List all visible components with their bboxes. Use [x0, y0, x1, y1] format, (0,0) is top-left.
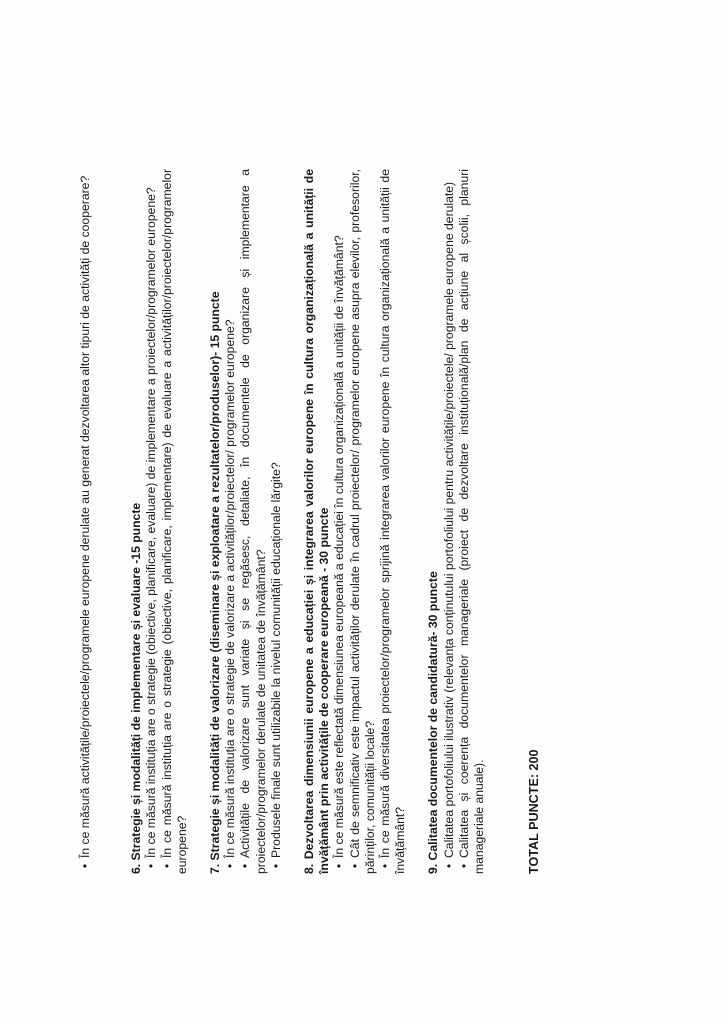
section-8-bullet-1: •În ce măsură este reflectată dimensiunea europeană a educației în cultura organizațională a unității de învățământ? — [332, 169, 347, 874]
bullet-icon: • — [159, 863, 174, 869]
bullet-icon: • — [223, 863, 238, 869]
section-6-bullet-2: •În ce măsură instituția are o strategie (obiective, planificare, implementare) de evaluare a activităților/proiectelor/programelor europene? — [159, 169, 189, 874]
bullet-icon: • — [378, 863, 393, 869]
bullet-icon: • — [238, 863, 253, 869]
section-6-heading: 6. Strategie și modalități de implementare și evaluare -15 puncte — [129, 502, 144, 874]
bullet-icon: • — [347, 863, 362, 869]
bullet-icon: • — [268, 863, 283, 869]
bullet-icon: • — [456, 863, 471, 869]
section-7-heading: 7. Strategie și modalități de valorizare (diseminare și exploatare a rezultatelor/produselor)- 15 puncte — [208, 291, 223, 874]
section-8-bullet-2: •Cât de semnificativ este impactul activităților derulate în cadrul proiectelor/ programelor europene asupra elevilor, profesorilor, părinților, comunității locale? — [347, 169, 377, 874]
total-points: TOTAL PUNCTE: 200 — [527, 749, 542, 874]
section-7-bullet-3: •Produsele finale sunt utilizabile la nivelul comunității educaționale lărgite? — [269, 169, 284, 874]
section-7-bullet-2: •Activitățile de valorizare sunt variate și se regăsesc, detaliate, în documentele de organizare și implementare a proiectelor/programelor derulate de unitatea de învățământ? — [238, 169, 268, 874]
section-9-heading: 9. Calitatea documentelor de candidatură- 30 puncte — [426, 571, 441, 874]
document-body — [78, 169, 555, 874]
section-9-bullet-2: •Calitatea și coerența documentelor manageriale (proiect de dezvoltare instituțională/plan de acțiune al școlii, planuri manageriale anuale). — [456, 169, 487, 874]
bullet-icon: • — [441, 863, 456, 869]
intro-bullet-text: În ce măsură activitățile/proiectele/programele europene derulate au generat dezvoltarea altor tipuri de activități de cooperare? — [78, 175, 92, 858]
bullet-icon: • — [144, 863, 159, 869]
section-9-bullet-1: •Calitatea portofoliului ilustrativ (relevanța conținutului portofoliului pentru activitățile/proiectele/ programele europene derulate) — [442, 169, 457, 874]
bullet-icon: • — [332, 863, 347, 869]
section-6-bullet-1: •În ce măsură instituția are o strategie (obiective, planificare, evaluare) de implementare a proiectelor/programelor europene? — [144, 169, 159, 874]
intro-bullet — [78, 169, 93, 874]
section-7-bullet-1: •În ce măsură instituția are o strategie de valorizare a activităților/proiectelor/ programelor europene? — [223, 169, 238, 874]
bullet-icon: • — [78, 863, 92, 869]
spacer — [93, 169, 111, 874]
section-8-heading: 8. Dezvoltarea dimensiunii europene a educației și integrarea valorilor europene în cultura organizațională a unității de învățământ prin activitățile de cooperare europeană - 30 puncte — [302, 169, 332, 874]
section-8-bullet-3: •În ce măsură diversitatea proiectelor/programelor sprijină integrarea valorilor europene în cultura organizațională a unității de învățământ? — [378, 169, 408, 874]
